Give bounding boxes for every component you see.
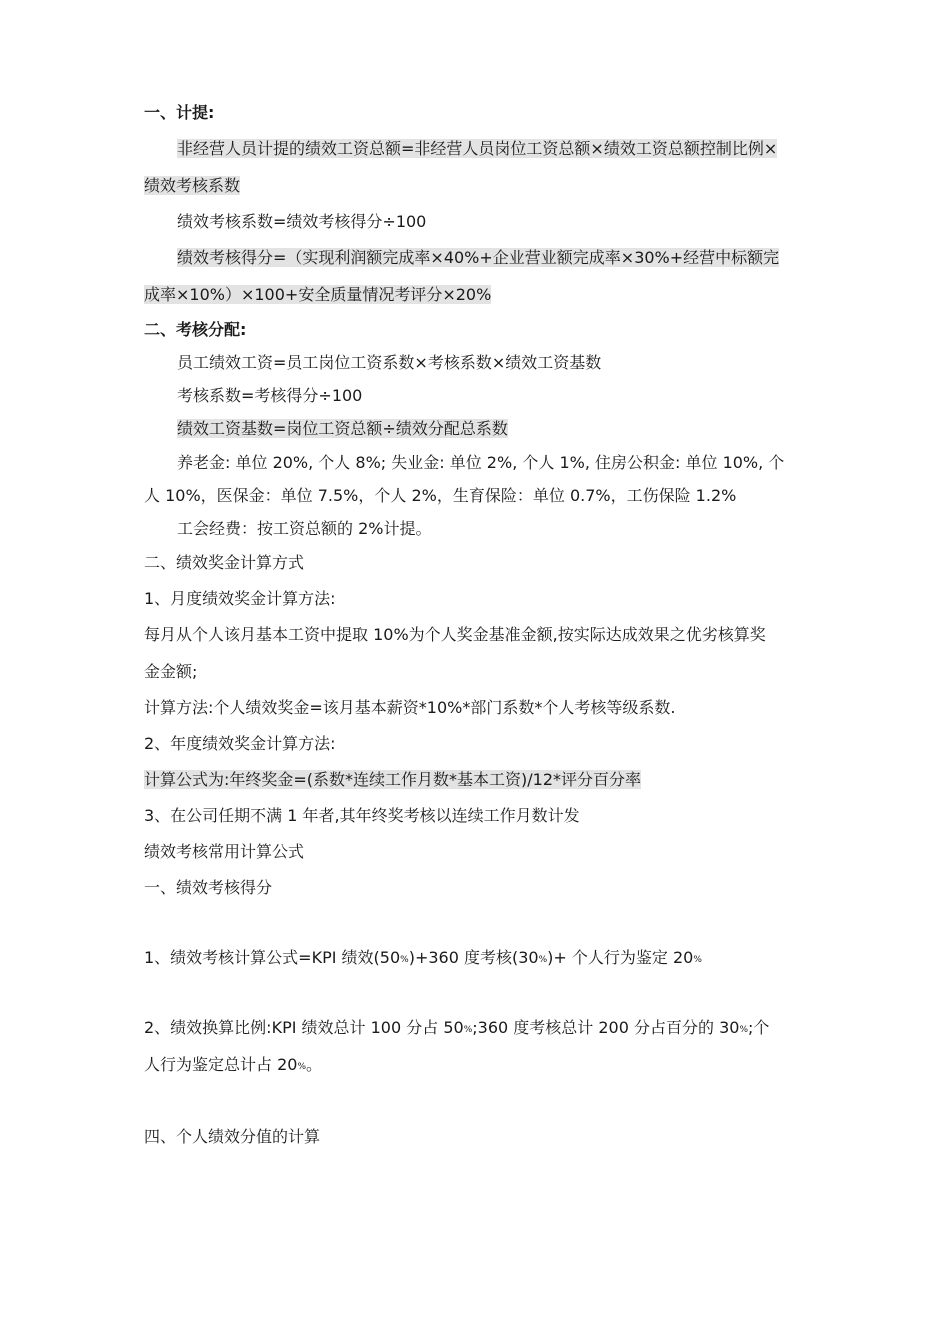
percent-sign: % (297, 1062, 307, 1072)
section-heading-distribution: 二、考核分配: (144, 320, 247, 339)
monthly-bonus-desc-cont: 金金额; (144, 662, 198, 681)
formula-text: 成率×10%）×100+安全质量情况考评分×20% (144, 285, 492, 304)
formula-score (177, 247, 847, 269)
personal-score-heading: 四、个人绩效分值的计算 (144, 1127, 321, 1146)
formula-text: 绩效工资基数=岗位工资总额÷绩效分配总系数 (177, 419, 508, 438)
formula-pay-base (177, 418, 847, 440)
insurance-rates-cont: 人 10%，医保金：单位 7.5%，个人 2%，生育保险：单位 0.7%，工伤保险 1.2% (144, 486, 737, 505)
formula-employee-pay: 员工绩效工资=员工岗位工资系数×考核系数×绩效工资基数 (177, 353, 602, 372)
percent-sign: % (400, 955, 409, 965)
formula-nonbusiness-total-cont (144, 175, 814, 197)
bonus-heading: 二、绩效奖金计算方式 (144, 553, 305, 572)
formula-coefficient: 绩效考核系数=绩效考核得分÷100 (177, 212, 427, 231)
formula-score-cont (144, 284, 814, 306)
formula-text: 绩效考核得分=（实现利润额完成率×40%+企业营业额完成率×30%+经营中标额完 (177, 248, 780, 267)
formula-text: 非经营人员计提的绩效工资总额=非经营人员岗位工资总额×绩效工资总额控制比例× (177, 139, 778, 158)
short-tenure-rule: 3、在公司任期不满 1 年者,其年终奖考核以连续工作月数计发 (144, 806, 580, 825)
appraisal-formula: 1、绩效考核计算公式=KPI 绩效(50%)+360 度考核(30%)+ 个人行为鉴定 20% (144, 948, 702, 967)
formula-text: 计算公式为:年终奖金=(系数*连续工作月数*基本工资)/12*评分百分率 (144, 770, 642, 789)
annual-bonus-formula (144, 769, 814, 791)
appraisal-title: 绩效考核常用计算公式 (144, 842, 305, 861)
monthly-bonus-formula: 计算方法:个人绩效奖金=该月基本薪资*10%*部门系数*个人考核等级系数. (144, 698, 676, 717)
monthly-bonus-title: 1、月度绩效奖金计算方法: (144, 589, 336, 608)
union-fee: 工会经费：按工资总额的 2%计提。 (177, 519, 432, 538)
formula-text: 绩效考核系数 (144, 176, 241, 195)
conversion-ratio: 2、绩效换算比例:KPI 绩效总计 100 分占 50%;360 度考核总计 200 分占百分的 30%;个 (144, 1018, 770, 1037)
percent-sign: % (538, 955, 548, 965)
percent-sign: % (739, 1025, 748, 1035)
score-heading: 一、绩效考核得分 (144, 878, 273, 897)
insurance-rates: 养老金: 单位 20%, 个人 8%; 失业金: 单位 2%, 个人 1%, 住房公积金: 单位 10%, 个 (177, 453, 785, 472)
section-heading-accrual: 一、计提: (144, 103, 215, 122)
percent-sign: % (693, 955, 702, 965)
conversion-ratio-cont: 人行为鉴定总计占 20%。 (144, 1055, 323, 1074)
formula-assess-coefficient: 考核系数=考核得分÷100 (177, 386, 363, 405)
formula-nonbusiness-total (177, 138, 847, 160)
annual-bonus-title: 2、年度绩效奖金计算方法: (144, 734, 336, 753)
percent-sign: % (463, 1025, 473, 1035)
monthly-bonus-desc: 每月从个人该月基本工资中提取 10%为个人奖金基准金额,按实际达成效果之优劣核算奖 (144, 625, 766, 644)
